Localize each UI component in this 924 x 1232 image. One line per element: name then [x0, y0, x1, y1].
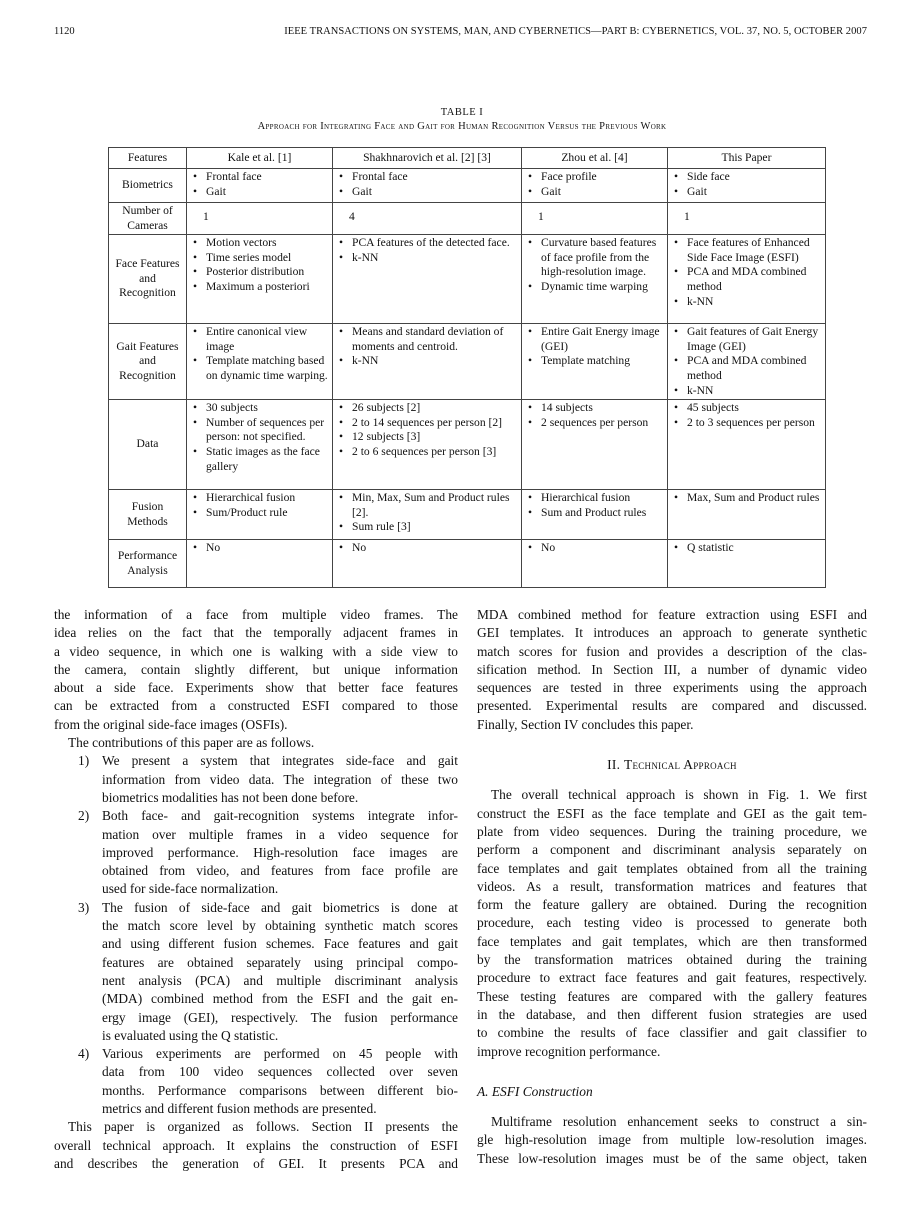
text-line: These low-resolution images must be of the same object, taken: [477, 1150, 867, 1166]
table-row: [109, 203, 826, 235]
bullet-item: • 2 to 3 sequences per person: [672, 416, 821, 431]
text-line: Finally, Section IV concludes this paper.: [477, 716, 694, 732]
bullet-list: [191, 236, 328, 294]
text-line: the information of a face from multiple video frames. The: [54, 607, 458, 622]
bullet-list: [337, 236, 517, 265]
table-cell: [187, 540, 333, 588]
text-line: Both face- and gait-recognition systems integrate infor-: [102, 808, 458, 824]
text-line: sification method. In Section III, a number of dynamic video: [477, 661, 867, 677]
bullet-list: [191, 541, 328, 556]
cell-value: 4: [349, 210, 355, 223]
bullet-list: [672, 541, 821, 556]
table-label: TABLE I: [440, 107, 484, 118]
bullet-item: • k-NN: [337, 354, 517, 369]
bullet-item: • Template matching: [526, 354, 663, 369]
cell-value: 1: [684, 210, 690, 223]
row-header: Gait Features and Recognition: [109, 324, 187, 400]
bullet-item: • Gait: [672, 185, 821, 200]
text-line: gle high-resolution image from multiple low-resolution images.: [477, 1132, 867, 1148]
table-cell: [187, 400, 333, 490]
section-heading: [477, 756, 867, 774]
table-header-row: [109, 148, 826, 169]
bullet-list: [337, 491, 517, 535]
bullet-list: [526, 491, 663, 520]
text-line: features are obtained separately using principal compo-: [102, 954, 458, 970]
text-line: and describes the generation of GEI. It presents PCA and: [54, 1155, 458, 1171]
bullet-item: • 2 to 14 sequences per person [2]: [337, 416, 517, 431]
bullet-item: • Face profile: [526, 170, 663, 185]
table-row: [109, 540, 826, 588]
table-row: [109, 169, 826, 203]
text-line: This paper is organized as follows. Section II presents the: [68, 1119, 458, 1135]
bullet-item: • No: [526, 541, 663, 556]
text-line: to combine the results of face classifier and gait classifier to: [477, 1025, 867, 1041]
bullet-item: • Curvature based features of face profile from the high-resolution image.: [526, 236, 663, 280]
bullet-list: [191, 325, 328, 383]
table-row: [109, 235, 826, 324]
text-line: a video sequence, in which one is walking with a side view to: [54, 643, 458, 659]
text-line: face templates and gait templates obtained from all the training: [477, 860, 867, 876]
bullet-list: [337, 170, 517, 199]
bullet-item: • 14 subjects: [526, 401, 663, 416]
bullet-item: • Motion vectors: [191, 236, 328, 251]
text-line: The overall technical approach is shown in Fig. 1. We first: [491, 787, 867, 803]
table-cell: [668, 203, 826, 235]
bullet-list: [672, 491, 821, 506]
table-cell: [333, 540, 522, 588]
table-cell: [187, 490, 333, 540]
bullet-list: [526, 170, 663, 199]
table-cell: [333, 324, 522, 400]
text-line: match scores for fusion and provides a description of the clas-: [477, 643, 867, 659]
paragraph: [54, 734, 458, 752]
bullet-item: • Gait: [526, 185, 663, 200]
bullet-item: • Min, Max, Sum and Product rules [2].: [337, 491, 517, 520]
text-line: These testing features are compared with the gallery features: [477, 988, 867, 1004]
left-text-column: [54, 606, 458, 1173]
list-item: [54, 899, 458, 1045]
bullet-item: • k-NN: [337, 251, 517, 266]
row-header: Data: [109, 400, 187, 490]
list-number: 1): [78, 753, 90, 769]
bullet-item: • Number of sequences per person: not specified.: [191, 416, 328, 445]
text-line: face templates and gait templates, which are then transformed: [477, 933, 867, 949]
bullet-item: • Frontal face: [337, 170, 517, 185]
bullet-item: • Hierarchical fusion: [191, 491, 328, 506]
text-line: The contributions of this paper are as follows.: [68, 735, 315, 751]
bullet-item: • 26 subjects [2]: [337, 401, 517, 416]
bullet-item: • Time series model: [191, 251, 328, 266]
table-cell: [187, 203, 333, 235]
table-cell: [668, 400, 826, 490]
bullet-item: • Static images as the face gallery: [191, 445, 328, 474]
text-line: by the transformation matrices obtained during the training: [477, 952, 867, 968]
bullet-list: [191, 170, 328, 199]
table-row: [109, 400, 826, 490]
subsection-heading: A. ESFI Construction: [477, 1083, 593, 1099]
text-line: improve recognition performance.: [477, 1043, 661, 1059]
table-cell: [333, 169, 522, 203]
text-line: The fusion of side-face and gait biometrics is done at: [102, 899, 458, 915]
bullet-item: • No: [191, 541, 328, 556]
text-line: procedure to extract face features and gait features, respectively.: [477, 970, 867, 986]
table-cell: [668, 235, 826, 324]
paragraph: [54, 606, 458, 734]
text-line: the camera, contain slightly different, but unique information: [54, 661, 458, 677]
bullet-item: • PCA features of the detected face.: [337, 236, 517, 251]
bullet-list: [191, 491, 328, 520]
list-item: [54, 807, 458, 898]
row-header: Biometrics: [109, 169, 187, 203]
running-head: IEEE TRANSACTIONS ON SYSTEMS, MAN, AND CYBERNETICS—PART B: CYBERNETICS, VOL. 37, NO. 5, OCTOBER 2007: [284, 26, 867, 37]
table-cell: [522, 400, 668, 490]
table-cell: [522, 235, 668, 324]
text-line: information from video data. The integration of these two: [102, 771, 458, 787]
text-line: We present a system that integrates side-face and gait: [102, 753, 458, 769]
table-cell: [668, 169, 826, 203]
bullet-list: [337, 325, 517, 369]
cell-value: 1: [203, 210, 209, 223]
table-row: [109, 324, 826, 400]
text-line: months. Performance comparisons between different bio-: [102, 1082, 458, 1098]
text-line: about a side face. Experiments show that better face features: [54, 680, 458, 696]
bullet-item: • 12 subjects [3]: [337, 430, 517, 445]
text-line: and using different fusion schemes. Face features and gait: [102, 936, 458, 952]
table-cell: [333, 203, 522, 235]
bullet-list: [526, 236, 663, 294]
bullet-item: • Sum rule [3]: [337, 520, 517, 535]
paragraph: [477, 786, 867, 1060]
row-header: Fusion Methods: [109, 490, 187, 540]
bullet-item: • Means and standard deviation of moments and centroid.: [337, 325, 517, 354]
text-line: used for side-face normalization.: [102, 881, 279, 897]
bullet-item: • Dynamic time warping: [526, 280, 663, 295]
bullet-item: • 2 to 6 sequences per person [3]: [337, 445, 517, 460]
text-line: perform a component and discriminant analysis separately on: [477, 842, 867, 858]
text-line: construct the ESFI as the face template and GEI as the gait tem-: [477, 805, 867, 821]
paragraph: [54, 1118, 458, 1173]
table-cell: [187, 235, 333, 324]
table-cell: [187, 169, 333, 203]
text-line: the match score level by obtaining synthetic match scores: [102, 918, 458, 934]
list-number: 4): [78, 1046, 90, 1062]
page-number: 1120: [54, 26, 75, 37]
bullet-list: [526, 325, 663, 369]
text-line: presented. Experimental results are compared and discussed.: [477, 698, 867, 714]
text-line: plate from video sequences. During the training procedure, we: [477, 823, 867, 839]
text-line: improved performance. High-resolution face images are: [102, 844, 458, 860]
table-caption: Approach for Integrating Face and Gait for Human Recognition Versus the Previous Work: [257, 121, 667, 132]
text-line: is evaluated using the Q statistic.: [102, 1027, 279, 1043]
column-header: Zhou et al. [4]: [522, 148, 668, 169]
bullet-item: • PCA and MDA combined method: [672, 354, 821, 383]
bullet-list: [672, 401, 821, 430]
bullet-item: • Gait features of Gait Energy Image (GEI): [672, 325, 821, 354]
text-line: can be extracted from a constructed ESFI compared to those: [54, 698, 458, 714]
text-line: from the original side-face images (OSFIs).: [54, 716, 288, 732]
column-header: Features: [109, 148, 187, 169]
bullet-list: [337, 401, 517, 459]
text-line: metrics and different fusion methods are presented.: [102, 1101, 377, 1117]
list-number: 3): [78, 899, 90, 915]
bullet-item: • PCA and MDA combined method: [672, 265, 821, 294]
text-line: obtained from video, and features from face profile are: [102, 863, 458, 879]
bullet-item: • k-NN: [672, 384, 821, 399]
text-line: videos. As a result, transformation matrices and features that: [477, 878, 867, 894]
text-line: data from 100 video sequences collected over seven: [102, 1064, 458, 1080]
text-line: (MDA) combined method from the ESFI and the gait en-: [102, 991, 458, 1007]
bullet-item: • k-NN: [672, 295, 821, 310]
section-title: Technical Approach: [623, 757, 737, 773]
text-line: MDA combined method for feature extraction using ESFI and: [477, 607, 867, 622]
table-cell: [522, 169, 668, 203]
text-line: mation over multiple frames in a video sequence for: [102, 826, 458, 842]
bullet-item: • Gait: [191, 185, 328, 200]
bullet-item: • Maximum a posteriori: [191, 280, 328, 295]
bullet-item: • Template matching based on dynamic time warping.: [191, 354, 328, 383]
table-row: [109, 490, 826, 540]
bullet-item: • Entire canonical view image: [191, 325, 328, 354]
text-line: procedure, each testing video is processed to generate both: [477, 915, 867, 931]
text-line: ergy image (GEI), respectively. The fusion performance: [102, 1009, 458, 1025]
table-cell: [522, 490, 668, 540]
bullet-item: • Sum and Product rules: [526, 506, 663, 521]
text-line: form the feature gallery are obtained. During the recognition: [477, 897, 867, 913]
paragraph: [477, 606, 867, 734]
bullet-list: [672, 325, 821, 398]
section-number: II.: [607, 757, 621, 773]
table-cell: [333, 400, 522, 490]
bullet-item: • No: [337, 541, 517, 556]
bullet-item: • Entire Gait Energy image (GEI): [526, 325, 663, 354]
bullet-item: • Posterior distribution: [191, 265, 328, 280]
column-header: Shakhnarovich et al. [2] [3]: [333, 148, 522, 169]
bullet-item: • Hierarchical fusion: [526, 491, 663, 506]
table-cell: [668, 324, 826, 400]
list-item: [54, 752, 458, 807]
text-line: in the database, and then different fusion strategies are used: [477, 1006, 867, 1022]
text-line: idea relies on the fact that the temporally adjacent frames in: [54, 625, 458, 641]
column-header: This Paper: [668, 148, 826, 169]
text-line: biometrics modalities has not been done before.: [102, 789, 359, 805]
bullet-item: • Q statistic: [672, 541, 821, 556]
column-header: Kale et al. [1]: [187, 148, 333, 169]
table-cell: [187, 324, 333, 400]
table-cell: [522, 203, 668, 235]
list-number: 2): [78, 808, 90, 824]
bullet-item: • 30 subjects: [191, 401, 328, 416]
bullet-list: [672, 170, 821, 199]
table-cell: [668, 490, 826, 540]
bullet-item: • 2 sequences per person: [526, 416, 663, 431]
text-line: overall technical approach. It explains the construction of ESFI: [54, 1137, 458, 1153]
table-cell: [522, 540, 668, 588]
bullet-item: • Sum/Product rule: [191, 506, 328, 521]
row-header: Performance Analysis: [109, 540, 187, 588]
bullet-item: • Max, Sum and Product rules: [672, 491, 821, 506]
bullet-item: • Frontal face: [191, 170, 328, 185]
bullet-item: • Side face: [672, 170, 821, 185]
bullet-item: • Face features of Enhanced Side Face Image (ESFI): [672, 236, 821, 265]
table-cell: [668, 540, 826, 588]
bullet-list: [526, 401, 663, 430]
bullet-item: • Gait: [337, 185, 517, 200]
bullet-item: • 45 subjects: [672, 401, 821, 416]
bullet-list: [672, 236, 821, 309]
text-line: sequences are tested in three experiments using the approach: [477, 680, 867, 696]
text-line: GEI templates. It introduces an approach to generate synthetic: [477, 625, 867, 641]
right-text-column: [477, 606, 867, 1168]
bullet-list: [337, 541, 517, 556]
list-item: [54, 1045, 458, 1118]
bullet-list: [191, 401, 328, 474]
row-header: Face Features and Recognition: [109, 235, 187, 324]
text-line: Multiframe resolution enhancement seeks to construct a sin-: [491, 1114, 867, 1130]
table-cell: [333, 490, 522, 540]
text-line: nent analysis (PCA) and multiple discriminant analysis: [102, 972, 458, 988]
bullet-list: [526, 541, 663, 556]
table-cell: [522, 324, 668, 400]
paragraph: [477, 1113, 867, 1168]
row-header: Number of Cameras: [109, 203, 187, 235]
comparison-table: [108, 147, 826, 588]
text-line: Various experiments are performed on 45 people with: [102, 1046, 458, 1062]
cell-value: 1: [538, 210, 544, 223]
table-cell: [333, 235, 522, 324]
